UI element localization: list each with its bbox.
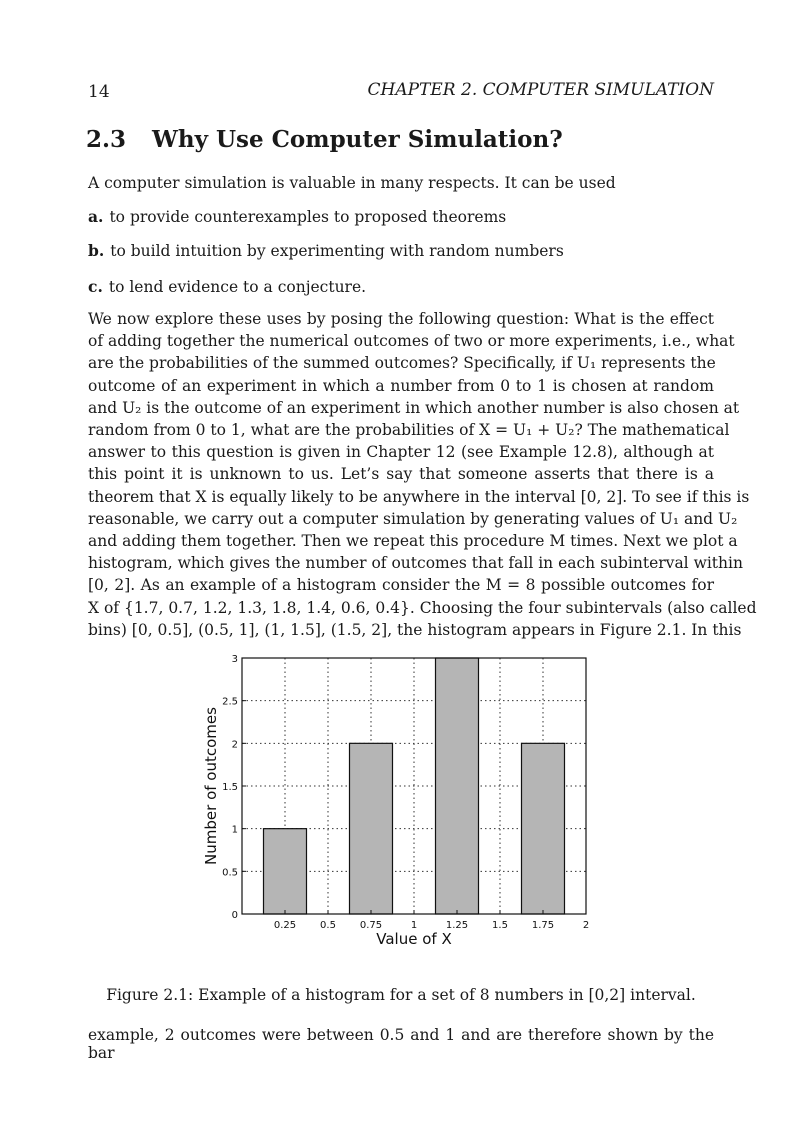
paragraph-line: [0, 2]. As an example of a histogram consider the M = 8 possible outcomes for	[88, 576, 714, 595]
use-item-text: to lend evidence to a conjecture.	[108, 278, 367, 296]
intro-sentence: A computer simulation is valuable in many respects. It can be used	[88, 174, 616, 192]
paragraph-line: and adding them together. Then we repeat this procedure M times. Next we plot a	[88, 532, 738, 551]
running-header: CHAPTER 2. COMPUTER SIMULATION	[367, 80, 714, 100]
y-tick-label: 1.5	[222, 782, 238, 793]
paragraph-line: We now explore these uses by posing the following question: What is the effect	[88, 310, 714, 328]
x-tick-label: 2	[582, 920, 590, 931]
paragraph-line: and U₂ is the outcome of an experiment in which another number is also chosen at	[88, 398, 740, 417]
use-item-text: to build intuition by experimenting with random numbers	[110, 242, 564, 260]
x-tick-label: 1.5	[492, 920, 508, 931]
use-item-a	[88, 206, 714, 228]
x-tick-label: 1.75	[531, 920, 555, 931]
use-item-letter: b.	[88, 241, 105, 260]
y-tick-label: 3	[231, 654, 238, 665]
paragraph-line: histogram, which gives the number of outcomes that fall in each subinterval within	[88, 554, 743, 573]
histogram-figure	[196, 640, 616, 960]
page-number: 14	[88, 82, 110, 102]
paragraph-line: bins) [0, 0.5], (0.5, 1], (1, 1.5], (1.5, 2], the histogram appears in Figure 2.1. In this	[88, 620, 742, 639]
x-tick-label: 0.25	[273, 920, 297, 931]
y-tick-label: 0.5	[222, 867, 238, 879]
histogram-bar	[522, 743, 565, 914]
body-paragraph	[88, 308, 757, 641]
histogram-bar	[350, 743, 393, 914]
paragraph-line: of adding together the numerical outcomes of two or more experiments, i.e., what	[88, 332, 735, 351]
section-title	[86, 126, 563, 153]
use-item-letter: a.	[88, 207, 104, 226]
section-number: 2.3	[86, 126, 127, 153]
paragraph-line: this point it is unknown to us. Let’s say that someone asserts that there is a	[88, 465, 714, 484]
use-item-c	[88, 276, 714, 298]
use-item-text: to provide counterexamples to proposed theorems	[109, 208, 507, 226]
use-item-b	[88, 240, 714, 262]
paragraph-line: outcome of an experiment in which a number from 0 to 1 is chosen at random	[88, 376, 714, 395]
y-tick-label: 1	[231, 824, 238, 836]
paragraph-line: answer to this question is given in Chapter 12 (see Example 12.8), although at	[88, 443, 714, 462]
figure-caption: Figure 2.1: Example of a histogram for a set of 8 numbers in [0,2] interval.	[106, 986, 696, 1004]
continuation-line: example, 2 outcomes were between 0.5 and 1 and are therefore shown by the bar	[88, 1026, 714, 1062]
histogram-bar	[436, 658, 479, 914]
x-tick-label: 1.25	[445, 920, 469, 931]
y-tick-label: 2.5	[222, 696, 238, 708]
x-tick-label: 1	[410, 920, 418, 931]
paragraph-line: theorem that X is equally likely to be anywhere in the interval [0, 2]. To see if this is	[88, 487, 750, 506]
y-axis-label: Number of outcomes	[202, 707, 220, 865]
x-tick-label: 0.75	[359, 920, 383, 931]
use-item-letter: c.	[88, 277, 103, 296]
y-tick-label: 0	[231, 910, 238, 921]
paragraph-line: are the probabilities of the summed outcomes? Specifically, if U₁ represents the	[88, 354, 716, 373]
x-tick-label: 0.5	[320, 920, 336, 931]
x-axis-label: Value of X	[376, 930, 452, 948]
histogram-chart	[196, 640, 616, 960]
histogram-bar	[264, 829, 307, 914]
section-heading: Why Use Computer Simulation?	[152, 126, 563, 153]
paragraph-line: reasonable, we carry out a computer simulation by generating values of U₁ and U₂	[88, 509, 738, 528]
paragraph-line: X of {1.7, 0.7, 1.2, 1.3, 1.8, 1.4, 0.6, 0.4}. Choosing the four subintervals (also called	[88, 598, 757, 617]
paragraph-line: random from 0 to 1, what are the probabilities of X = U₁ + U₂? The mathematical	[88, 421, 730, 440]
y-tick-label: 2	[231, 739, 238, 751]
